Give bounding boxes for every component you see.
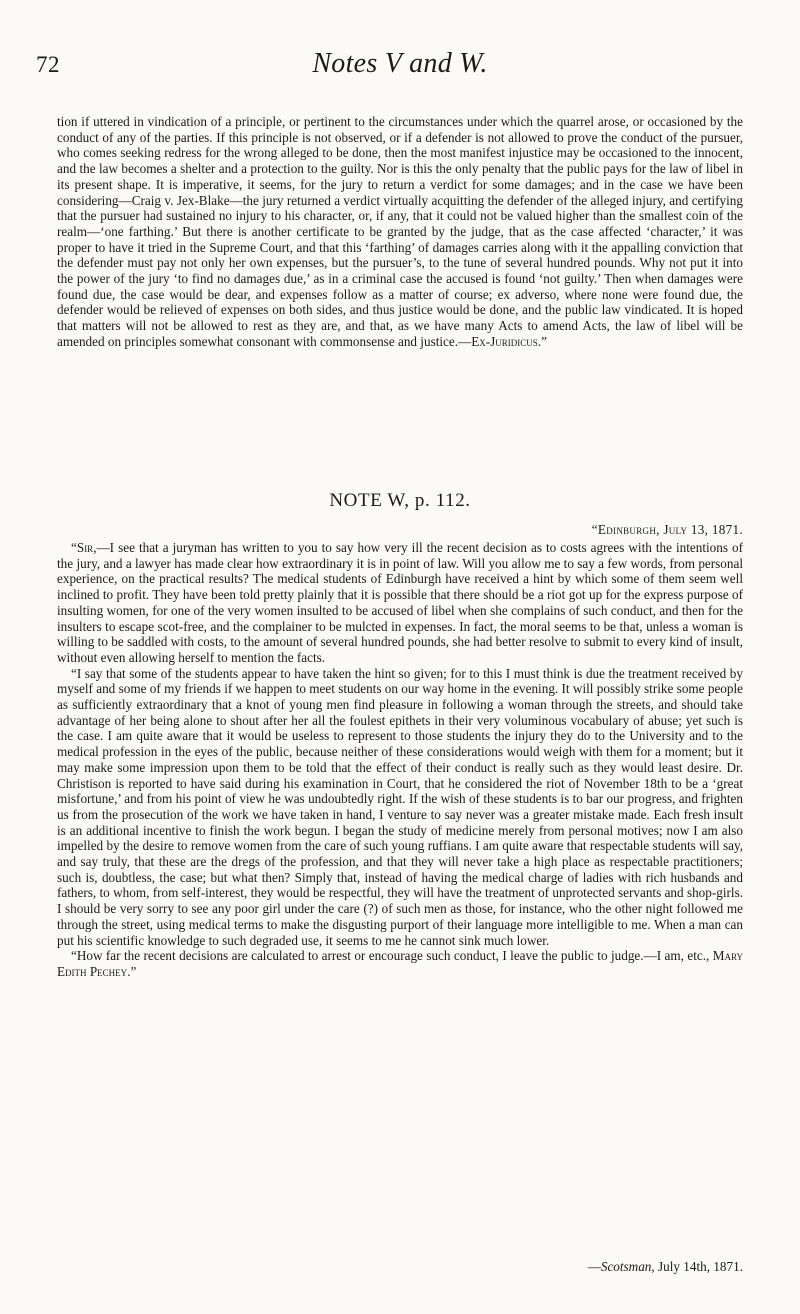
continuation-section bbox=[57, 114, 743, 350]
letter-paragraph-3-text: “How far the recent decisions are calculated to arrest or encourage such conduct, I leave the public to judge.—I am, etc., bbox=[71, 948, 710, 964]
source-dash: — bbox=[587, 1259, 601, 1274]
continuation-paragraph bbox=[57, 114, 743, 350]
source-name: Scotsman bbox=[600, 1259, 652, 1274]
page-header bbox=[36, 48, 764, 84]
note-w-letter bbox=[57, 540, 743, 980]
letter-salutation: “Sir, bbox=[71, 540, 97, 555]
letter-paragraph bbox=[57, 540, 743, 666]
letter-dateline: “Edinburgh, July 13, 1871. bbox=[591, 522, 743, 537]
continuation-closing: .” bbox=[537, 333, 547, 349]
source-citation bbox=[588, 1259, 743, 1275]
note-heading: NOTE W, p. 112. bbox=[329, 490, 471, 511]
continuation-text: tion if uttered in vindication of a principle, or pertinent to the circumstances under which the quarrel arose, or occasioned by the conduct of any of the parties. If this principle is not observed, or if a defender is not allowed to prove the conduct of the pursuer, who comes seeking redress for the wrong alleged to be done, then the most manifest injustice may be occasioned to the innocent, and the law becomes a shelter and a protection to the guilty. Nor is this the only penalty that the public pays for the law of libel in its present shape. It is imperative, it seems, for the jury to return a verdict for some damages; and in the case we have been considering—Craig v. Jex-Blake—the jury returned a verdict virtually acquitting the defender of the alleged injury, and certifying that the pursuer had sustained no injury to his character, or, if any, that it could not be valued higher than the smallest coin of the realm—‘one farthing.’ But there is another certificate to be granted by the judge, that as the case affected ‘character,’ it was proper to have it tried in the Supreme Court, and that this ‘farthing’ of damages carries along with it the appalling conviction that the defender must pay not only her own expenses, but the pursuer’s, to the tune of several hundred pounds. Why not put it into the power of the jury ‘to find no damages due,’ as in a criminal case the accused is found ‘not guilty.’ Then when damages were found due, the case would be dear, and expenses follow as a matter of course; ex adverso, where none were found due, the defender would be relieved of expenses on both sides, and thus justice would be done, and the public law vindicated. It is hoped that matters will not be allowed to rest as they are, and that, as we have many Acts to amend Acts, the law of libel will be amended on principles somewhat consonant with commonsense and justice.— bbox=[57, 114, 743, 349]
letter-paragraph bbox=[57, 666, 743, 949]
letter-closing: .” bbox=[127, 963, 137, 979]
source-date: , July 14th, 1871. bbox=[651, 1259, 743, 1274]
page-number: 72 bbox=[36, 52, 60, 77]
letter-paragraph bbox=[57, 948, 743, 979]
continuation-signature: Ex-Juridicus bbox=[471, 333, 538, 349]
letter-paragraph-1-text: —I see that a juryman has written to you to say how very ill the recent decision as to costs agrees with the intentions of the jury, and a lawyer has made clear how extraordinary it is in point of law. Will you allow me to say a few words, from personal experience, on the practical results? The medical students of Edinburgh have received a hint by which some of them seem well inclined to profit. They have been told pretty plainly that it is possible that there should be a riot got up for the express purpose of insulting women, for one of the very women insulted to be accused of libel when she complains of such conduct, and then for the insulters to escape scot-free, and the complainer to be mulcted in expenses. In fact, the moral seems to be that, unless a woman is willing to be saddled with costs, to the amount of several hundred pounds, she had better resolve to submit to every kind of insult, without even allowing herself to mention the facts. bbox=[57, 540, 743, 665]
running-title: Notes V and W. bbox=[312, 48, 488, 79]
letter-signature: Mary Edith Pechey bbox=[57, 948, 743, 979]
letter-paragraph-2-text: “I say that some of the students appear to have taken the hint so given; for to this I must think is due the treatment received by myself and some of my friends if we happen to meet students on our way home in the evening. It will possibly strike some people as sufficiently extraordinary that a knot of young men find pleasure in following a woman through the streets, and should take advantage of her being alone to shout after her all the foulest epithets in their very voluminous vocabulary of abuse; yet such is the case. I am quite aware that it would be useless to represent to those students the injury they do to the University and to the medical profession in the eyes of the public, because neither of these considerations would weigh with them for a moment; but it may make some impression upon them to be told that the effect of their conduct is really such as they would least desire. Dr. Christison is reported to have said during his examination in Court, that he considered the riot of November 18th to be a ‘great misfortune,’ and from his point of view he was undoubtedly right. If the wish of these students is to bar our progress, and frighten us from the prosecution of the work we have taken in hand, I venture to say never was a greater mistake made. Each fresh insult is an additional incentive to finish the work begun. I began the study of medicine merely from personal motives; now I am also impelled by the desire to remove women from the care of such young ruffians. I am quite aware that respectable students will say, and say truly, that these are the dregs of the profession, and that they will never take a high place as respectable practitioners; such is, doubtless, the case; but what then? Simply that, instead of having the medical charge of ladies with rich husbands and fathers, to whom, from self-interest, they would be respectful, they will have the treatment of unprotected servants and shop-girls. I should be very sorry to see any poor girl under the care (?) of such men as those, for instance, who the other night followed me through the street, using medical terms to make the disgusting purport of their language more intelligible to me. When a man can put his scientific knowledge to such degraded use, it seems to me he cannot sink much lower. bbox=[57, 665, 743, 948]
